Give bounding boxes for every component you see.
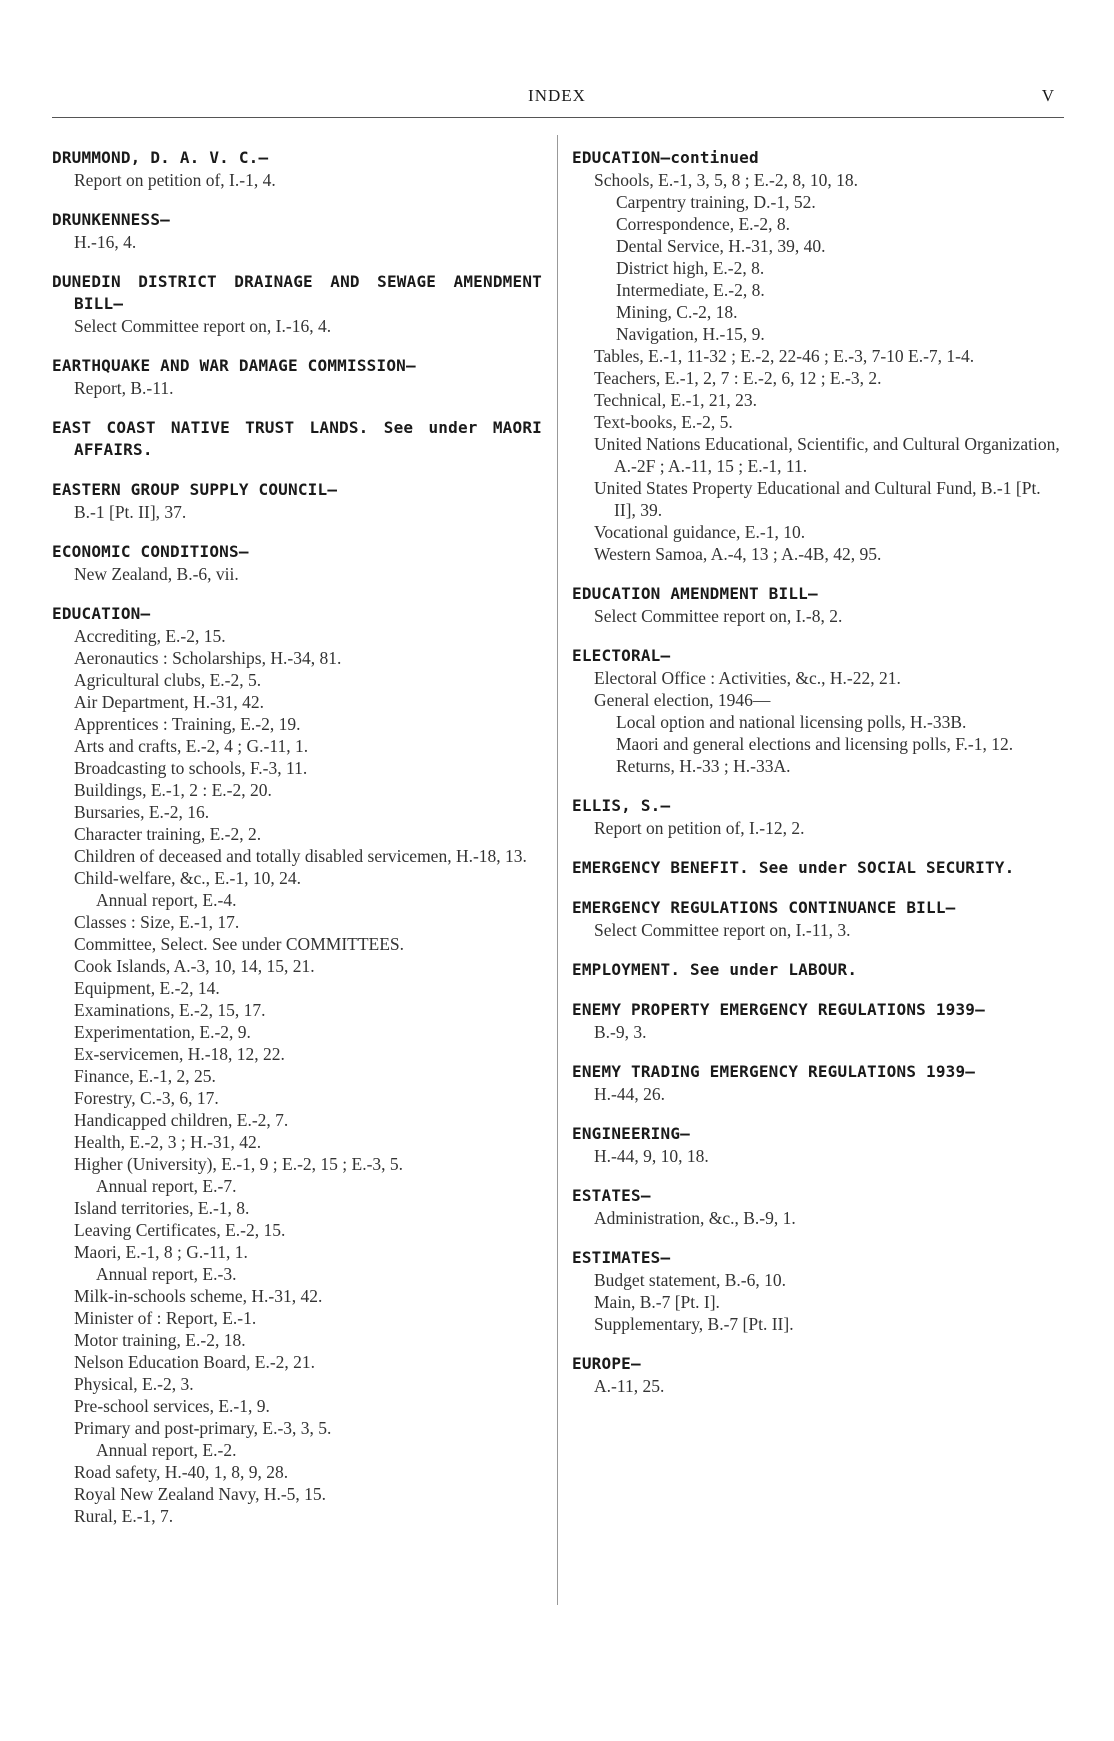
index-reference: Air Department, H.-31, 42. (74, 692, 265, 712)
index-reference: Maori, E.-1, 8 ; G.-11, 1. (74, 1242, 248, 1262)
index-reference: Health, E.-2, 3 ; H.-31, 42. (74, 1132, 262, 1152)
index-reference: Child-welfare, &c., E.-1, 10, 24. (74, 868, 301, 888)
index-reference: Mining, C.-2, 18. (616, 302, 738, 322)
index-reference: Cook Islands, A.-3, 10, 14, 15, 21. (74, 956, 315, 976)
index-entry (52, 541, 542, 585)
index-reference: Maori and general elections and licensing polls, F.-1, 12. (616, 734, 1014, 754)
index-reference: Arts and crafts, E.-2, 4 ; G.-11, 1. (74, 736, 309, 756)
index-reference: Returns, H.-33 ; H.-33A. (616, 756, 791, 776)
left-column (52, 147, 542, 1545)
index-reference: Handicapped children, E.-2, 7. (74, 1110, 289, 1130)
index-heading: EMERGENCY REGULATIONS CONTINUANCE BILL— (572, 898, 956, 917)
index-entry (572, 857, 1064, 879)
index-entry (572, 897, 1064, 941)
index-entry (52, 271, 542, 337)
index-reference: Schools, E.-1, 3, 5, 8 ; E.-2, 8, 10, 18. (594, 170, 858, 190)
index-reference: Navigation, H.-15, 9. (616, 324, 765, 344)
index-entry (572, 999, 1064, 1043)
index-heading: EDUCATION—continued (572, 148, 759, 167)
index-entry (572, 1247, 1064, 1335)
index-entry (572, 1185, 1064, 1229)
index-entry (572, 645, 1064, 777)
index-reference: Western Samoa, A.-4, 13 ; A.-4B, 42, 95. (594, 544, 882, 564)
index-reference: Report on petition of, I.-1, 4. (74, 170, 276, 190)
index-reference: Accrediting, E.-2, 15. (74, 626, 226, 646)
index-reference: Carpentry training, D.-1, 52. (616, 192, 816, 212)
index-reference: Text-books, E.-2, 5. (594, 412, 733, 432)
index-reference: Finance, E.-1, 2, 25. (74, 1066, 216, 1086)
index-reference: Broadcasting to schools, F.-3, 11. (74, 758, 308, 778)
index-reference: Character training, E.-2, 2. (74, 824, 262, 844)
index-reference: Classes : Size, E.-1, 17. (74, 912, 240, 932)
index-entry (572, 959, 1064, 981)
index-reference: H.-44, 26. (594, 1084, 665, 1104)
index-reference: Dental Service, H.-31, 39, 40. (616, 236, 826, 256)
index-reference: Administration, &c., B.-9, 1. (594, 1208, 796, 1228)
index-reference: Forestry, C.-3, 6, 17. (74, 1088, 219, 1108)
index-heading: EASTERN GROUP SUPPLY COUNCIL— (52, 480, 338, 499)
index-reference: Supplementary, B.-7 [Pt. II]. (594, 1314, 794, 1334)
index-reference: Report on petition of, I.-12, 2. (594, 818, 805, 838)
index-heading: EARTHQUAKE AND WAR DAMAGE COMMISSION— (52, 356, 416, 375)
right-column (572, 147, 1064, 1415)
index-entry (572, 1061, 1064, 1105)
index-heading: ENEMY TRADING EMERGENCY REGULATIONS 1939— (572, 1062, 976, 1081)
index-reference: Select Committee report on, I.-16, 4. (74, 316, 332, 336)
index-entry (572, 795, 1064, 839)
index-reference: United States Property Educational and Cultural Fund, B.-1 [Pt. II], 39. (594, 478, 1041, 520)
index-entry (572, 1353, 1064, 1397)
index-reference: Ex-servicemen, H.-18, 12, 22. (74, 1044, 285, 1064)
index-reference: H.-16, 4. (74, 232, 137, 252)
index-entry (572, 583, 1064, 627)
index-reference: Correspondence, E.-2, 8. (616, 214, 790, 234)
index-heading: EDUCATION AMENDMENT BILL— (572, 584, 818, 603)
index-reference: Leaving Certificates, E.-2, 15. (74, 1220, 286, 1240)
index-reference: Committee, Select. See under COMMITTEES. (74, 934, 405, 954)
index-heading: EUROPE— (572, 1354, 641, 1373)
index-reference: Physical, E.-2, 3. (74, 1374, 194, 1394)
index-heading: EDUCATION— (52, 604, 151, 623)
index-reference: Primary and post-primary, E.-3, 3, 5. (74, 1418, 332, 1438)
index-reference: District high, E.-2, 8. (616, 258, 765, 278)
index-reference: Higher (University), E.-1, 9 ; E.-2, 15 ; E.-3, 5. (74, 1154, 404, 1174)
column-divider (557, 135, 558, 1605)
index-heading: ESTIMATES— (572, 1248, 671, 1267)
index-reference: B.-9, 3. (594, 1022, 647, 1042)
index-reference: Intermediate, E.-2, 8. (616, 280, 765, 300)
page-number: V (1041, 86, 1054, 105)
index-heading: EMERGENCY BENEFIT. See under SOCIAL SECURITY. (572, 858, 1015, 877)
index-reference: Milk-in-schools scheme, H.-31, 42. (74, 1286, 323, 1306)
header-rule (52, 117, 1064, 118)
index-reference: Annual report, E.-3. (96, 1264, 237, 1284)
index-heading: EMPLOYMENT. See under LABOUR. (572, 960, 858, 979)
index-reference: Rural, E.-1, 7. (74, 1506, 174, 1526)
index-reference: United Nations Educational, Scientific, and Cultural Organization, A.-2F ; A.-11, 15 ; E.-1, 11. (594, 434, 1060, 476)
index-reference: Select Committee report on, I.-11, 3. (594, 920, 851, 940)
index-entry (52, 209, 542, 253)
index-reference: Vocational guidance, E.-1, 10. (594, 522, 806, 542)
index-reference: Select Committee report on, I.-8, 2. (594, 606, 843, 626)
index-reference: Minister of : Report, E.-1. (74, 1308, 257, 1328)
index-reference: Examinations, E.-2, 15, 17. (74, 1000, 266, 1020)
index-reference: Buildings, E.-1, 2 : E.-2, 20. (74, 780, 272, 800)
index-entry (572, 1123, 1064, 1167)
index-reference: Bursaries, E.-2, 16. (74, 802, 210, 822)
index-reference: Motor training, E.-2, 18. (74, 1330, 246, 1350)
index-reference: Apprentices : Training, E.-2, 19. (74, 714, 301, 734)
index-reference: New Zealand, B.-6, vii. (74, 564, 239, 584)
index-reference: Island territories, E.-1, 8. (74, 1198, 250, 1218)
index-reference: Technical, E.-1, 21, 23. (594, 390, 758, 410)
index-reference: B.-1 [Pt. II], 37. (74, 502, 187, 522)
index-entry (52, 603, 542, 1527)
index-entry (52, 147, 542, 191)
index-reference: Report, B.-11. (74, 378, 174, 398)
index-reference: Equipment, E.-2, 14. (74, 978, 220, 998)
index-reference: General election, 1946— (594, 690, 771, 710)
index-reference: Children of deceased and totally disabled servicemen, H.-18, 13. (74, 846, 527, 866)
index-reference: A.-11, 25. (594, 1376, 665, 1396)
index-heading: EAST COAST NATIVE TRUST LANDS. See under MAORI AFFAIRS. (52, 418, 542, 459)
index-reference: Tables, E.-1, 11-32 ; E.-2, 22-46 ; E.-3, 7-10 E.-7, 1-4. (594, 346, 975, 366)
index-reference: Experimentation, E.-2, 9. (74, 1022, 251, 1042)
index-reference: Electoral Office : Activities, &c., H.-22, 21. (594, 668, 901, 688)
page-title: INDEX (528, 86, 586, 105)
index-entry (52, 479, 542, 523)
index-reference: Main, B.-7 [Pt. I]. (594, 1292, 720, 1312)
index-entry (52, 417, 542, 461)
index-reference: Annual report, E.-7. (96, 1176, 237, 1196)
index-reference: Annual report, E.-4. (96, 890, 237, 910)
index-reference: Pre-school services, E.-1, 9. (74, 1396, 270, 1416)
index-reference: Nelson Education Board, E.-2, 21. (74, 1352, 316, 1372)
index-reference: Road safety, H.-40, 1, 8, 9, 28. (74, 1462, 289, 1482)
index-reference: Budget statement, B.-6, 10. (594, 1270, 786, 1290)
index-heading: ENGINEERING— (572, 1124, 690, 1143)
index-entry (52, 355, 542, 399)
index-heading: DRUMMOND, D. A. V. C.— (52, 148, 269, 167)
index-heading: DRUNKENNESS— (52, 210, 170, 229)
index-reference: H.-44, 9, 10, 18. (594, 1146, 709, 1166)
index-reference: Annual report, E.-2. (96, 1440, 237, 1460)
index-reference: Agricultural clubs, E.-2, 5. (74, 670, 262, 690)
index-heading: ESTATES— (572, 1186, 651, 1205)
index-reference: Teachers, E.-1, 2, 7 : E.-2, 6, 12 ; E.-3, 2. (594, 368, 882, 388)
index-reference: Local option and national licensing polls, H.-33B. (616, 712, 967, 732)
index-heading: DUNEDIN DISTRICT DRAINAGE AND SEWAGE AMENDMENT BILL— (52, 272, 542, 313)
index-reference: Aeronautics : Scholarships, H.-34, 81. (74, 648, 342, 668)
index-reference: Royal New Zealand Navy, H.-5, 15. (74, 1484, 327, 1504)
index-heading: ELECTORAL— (572, 646, 671, 665)
index-heading: ENEMY PROPERTY EMERGENCY REGULATIONS 1939— (572, 1000, 985, 1019)
index-entry (572, 147, 1064, 565)
index-heading: ELLIS, S.— (572, 796, 671, 815)
index-heading: ECONOMIC CONDITIONS— (52, 542, 249, 561)
